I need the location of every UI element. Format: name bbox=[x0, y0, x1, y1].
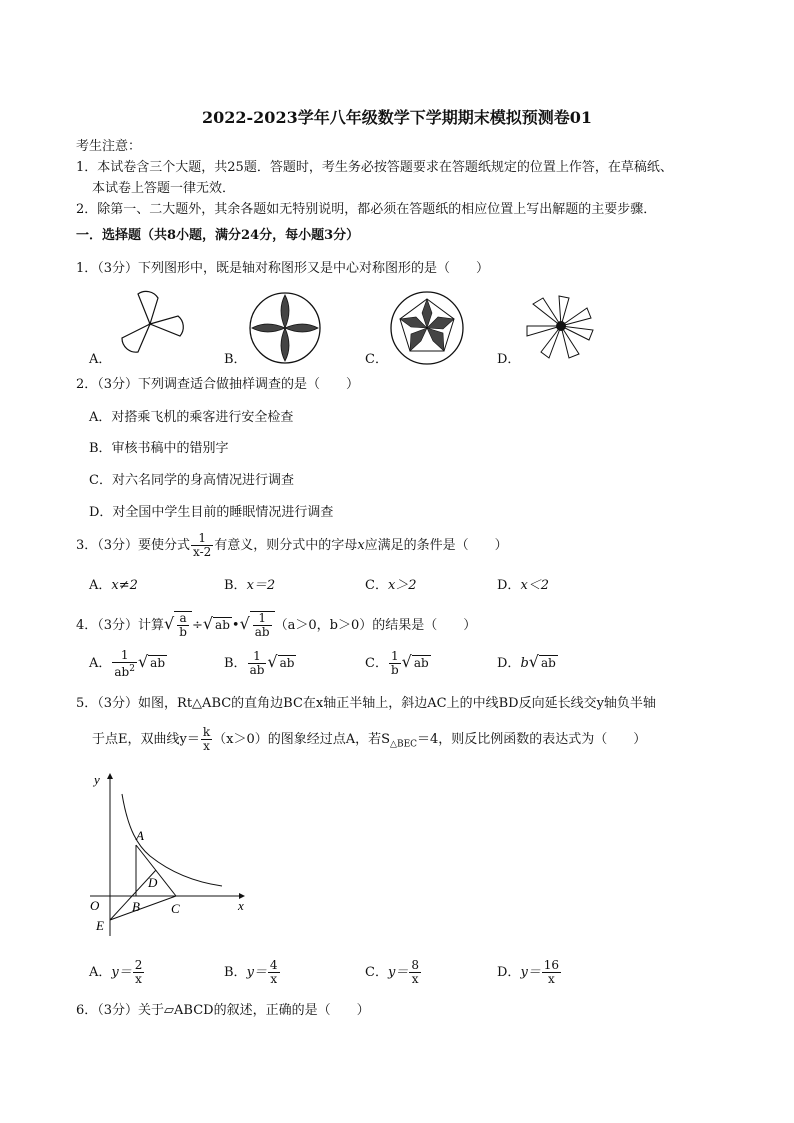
q3-fraction bbox=[191, 532, 213, 559]
q1-figure-c bbox=[388, 289, 466, 367]
q2-option-b: B．审核书稿中的错别字 bbox=[89, 441, 229, 456]
section-heading: 一．选择题（共8小题，满分24分，每小题3分） bbox=[76, 228, 360, 243]
q1-label-a: A． bbox=[89, 352, 112, 367]
q4-dot: • bbox=[231, 618, 240, 633]
q5-option-c: C．y＝ $\frac{8}{x}$ bbox=[365, 958, 419, 986]
q1-stem: 1．（3分）下列图形中，既是轴对称图形又是中心对称图形的是（ ） bbox=[76, 261, 490, 276]
q4-stem: 4．（3分）计算√ $\frac{a}{b}$ ÷√ ab •√ $\frac{1}{ab}$ （a＞0，b＞0）的结果是（ ） bbox=[76, 611, 477, 639]
q3-prefix: 3．（3分）要使分式 bbox=[76, 538, 191, 553]
q5-stem-line1: 5．（3分）如图，Rt△ABC的直角边BC在x轴正半轴上，斜边AC上的中线BD反向延长线交y轴负半轴 bbox=[76, 696, 656, 711]
q3-option-c: C．x＞2 bbox=[365, 578, 417, 593]
notice-heading: 考生注意： bbox=[76, 139, 142, 154]
q3-suffix2: 应满足的条件是（ ） bbox=[364, 538, 508, 553]
q5-graph bbox=[86, 770, 256, 940]
q2-option-c: C．对六名同学的身高情况进行调查 bbox=[89, 473, 294, 488]
q1-figure-d bbox=[523, 290, 599, 366]
q1-figure-b bbox=[247, 290, 323, 366]
q4-option-b: B． $\frac{1}{ab}$ √ ab bbox=[224, 649, 295, 677]
label-o: O bbox=[90, 898, 100, 913]
q1-label-c: C． bbox=[365, 352, 388, 367]
q6-stem: 6．（3分）关于▱ABCD的叙述，正确的是（ ） bbox=[76, 1003, 370, 1018]
q4-radicand-3: $\frac{1}{ab}$ bbox=[250, 611, 275, 639]
q3-frac-den: x-2 bbox=[193, 545, 212, 559]
q1-label-d: D． bbox=[497, 352, 521, 367]
q4-radicand-1: $\frac{a}{b}$ bbox=[174, 611, 192, 639]
q3-option-b: B．x＝2 bbox=[224, 578, 276, 593]
q2-stem: 2．（3分）下列调查适合做抽样调查的是（ ） bbox=[76, 377, 360, 392]
label-b: B bbox=[132, 899, 140, 914]
q2-option-a: A．对搭乘飞机的乘客进行安全检查 bbox=[89, 410, 294, 425]
q5-option-d: D．y＝ $\frac{16}{x}$ bbox=[497, 958, 560, 986]
q4-option-a: A． $\frac{1}{ab^2}$ √ ab bbox=[89, 647, 166, 679]
q1-figure-a bbox=[114, 288, 190, 360]
q5-option-a: A．y＝ $\frac{2}{x}$ bbox=[89, 958, 143, 986]
notice-item-1: 1．本试卷含三个大题，共25题．答题时，考生务必按答题要求在答题纸规定的位置上作答，在草稿纸、 bbox=[76, 160, 673, 175]
q4-option-d: D．b√ ab bbox=[497, 652, 556, 671]
q5-option-b: B．y＝ $\frac{4}{x}$ bbox=[224, 958, 278, 986]
label-x: x bbox=[238, 898, 244, 913]
q4-condition: （a＞0，b＞0）的结果是（ ） bbox=[274, 618, 477, 633]
page-title: 2022-2023学年八年级数学下学期期末模拟预测卷01 bbox=[202, 108, 592, 127]
q5-stem-line2: 于点E，双曲线y＝ $\frac{k}{x}$ （x＞0）的图象经过点A，若$S_{\triangle BEC}=4$，则反比例函数的表达式为（ ） bbox=[92, 725, 647, 753]
radical-sign: √ bbox=[164, 614, 175, 633]
q2-option-d: D．对全国中学生目前的睡眠情况进行调查 bbox=[89, 505, 334, 520]
notice-item-1-cont: 本试卷上答题一律无效． bbox=[92, 181, 236, 196]
q3-option-a: A．x≠2 bbox=[89, 578, 138, 593]
q1-label-b: B． bbox=[224, 352, 247, 367]
q3-stem bbox=[76, 531, 508, 561]
label-e: E bbox=[96, 918, 104, 933]
q4-option-c: C． $\frac{1}{b}$ √ ab bbox=[365, 649, 429, 677]
notice-item-2: 2．除第一、二大题外，其余各题如无特别说明，都必须在答题纸的相应位置上写出解题的主要步骤． bbox=[76, 202, 657, 217]
q3-var: x bbox=[357, 538, 365, 553]
q3-frac-num: 1 bbox=[191, 532, 213, 546]
label-a: A bbox=[136, 828, 144, 843]
label-c: C bbox=[171, 901, 180, 916]
q4-prefix: 4．（3分）计算 bbox=[76, 618, 165, 633]
q4-radicand-2: ab bbox=[215, 618, 230, 632]
q3-option-d: D．x＜2 bbox=[497, 578, 550, 593]
label-y: y bbox=[94, 772, 100, 787]
label-d: D bbox=[148, 875, 158, 890]
q4-div: ÷ bbox=[191, 618, 203, 633]
q3-suffix: 有意义，则分式中的字母 bbox=[214, 538, 358, 553]
